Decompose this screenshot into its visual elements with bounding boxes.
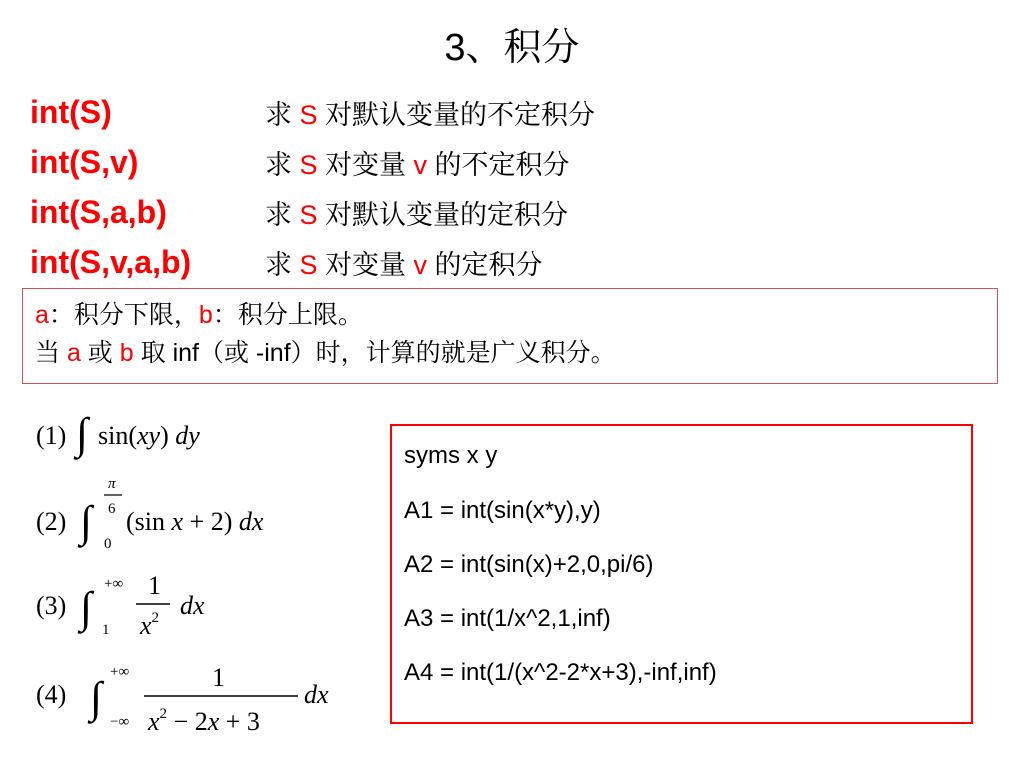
function-syntax: int(S,v,a,b) (30, 244, 192, 280)
desc-var: S (299, 200, 318, 230)
desc-text: 对变量 (317, 150, 414, 180)
integral-formulas (36, 400, 366, 750)
note-line (35, 334, 997, 372)
lower-limit: −∞ (110, 714, 130, 730)
lower-limit: 1 (102, 622, 110, 638)
desc-text: 求 (265, 100, 300, 130)
function-list (30, 87, 191, 287)
integral-example-1 (36, 409, 200, 460)
function-description (265, 190, 595, 240)
desc-var: S (299, 100, 318, 130)
note-var: a (66, 339, 81, 367)
example-label: (4) (36, 680, 67, 709)
example-label: (3) (36, 591, 67, 620)
note-text: ：积分上限。 (212, 301, 363, 329)
code-box (390, 424, 973, 724)
integral-sign: ∫ (90, 673, 103, 722)
note-var: a (35, 301, 49, 329)
integrand: sin(xy) dy (98, 421, 200, 450)
denominator: $x^2 - 2x + 3$ (148, 706, 260, 736)
numerator: 1 (148, 571, 161, 600)
integral-examples (36, 400, 366, 750)
note-text: 取 inf（或 -inf）时，计算的就是广义积分。 (133, 339, 616, 367)
integral-example-2 (36, 476, 264, 552)
example-label: (2) (36, 507, 67, 536)
denominator: $x^2$ (140, 610, 160, 640)
upper-limit: +∞ (104, 576, 124, 592)
differential: dx (304, 680, 329, 709)
note-line (35, 296, 997, 334)
upper-limit-denominator: 6 (108, 501, 116, 517)
slide-title: 3、积分 (444, 27, 580, 69)
desc-text: 的不定积分 (427, 150, 570, 180)
integral-example-3 (36, 571, 205, 640)
integral-sign: ∫ (80, 583, 93, 632)
desc-text: 的定积分 (427, 250, 543, 280)
integrand: (sin x + 2) dx (126, 507, 264, 536)
note-box (22, 288, 998, 384)
desc-text: 求 (265, 150, 300, 180)
desc-text: 求 (265, 200, 300, 230)
code-line: A3 = int(1/x^2,1,inf) (404, 605, 611, 632)
integral-sign: ∫ (76, 409, 89, 458)
function-description (265, 140, 595, 190)
code-line: A2 = int(sin(x)+2,0,pi/6) (404, 551, 654, 578)
integral-example-4 (36, 663, 329, 736)
note-var: b (198, 301, 213, 329)
desc-var: v (413, 250, 428, 280)
lower-limit: 0 (104, 536, 112, 552)
code-line: A1 = int(sin(x*y),y) (404, 497, 601, 524)
integral-sign: ∫ (80, 497, 93, 546)
desc-text: 对默认变量的定积分 (317, 200, 569, 230)
note-var: b (119, 339, 134, 367)
note-text: 当 (35, 339, 67, 367)
function-descriptions (265, 90, 595, 290)
numerator: 1 (212, 663, 225, 692)
code-line: A4 = int(1/(x^2-2*x+3),-inf,inf) (404, 659, 717, 686)
upper-limit-numerator: π (108, 476, 116, 492)
desc-var: S (299, 150, 318, 180)
function-syntax: int(S) (30, 94, 112, 130)
desc-text: 对默认变量的不定积分 (317, 100, 596, 130)
note-text: 或 (80, 339, 120, 367)
desc-text: 对变量 (317, 250, 414, 280)
note-text: ：积分下限， (48, 301, 199, 329)
desc-var: v (413, 150, 428, 180)
desc-var: S (299, 250, 318, 280)
function-syntax: int(S,v) (30, 144, 139, 180)
function-syntax: int(S,a,b) (30, 194, 167, 230)
example-label: (1) (36, 421, 67, 450)
code-line: syms x y (404, 442, 498, 469)
desc-text: 求 (265, 250, 300, 280)
differential: dx (180, 591, 205, 620)
function-description (265, 240, 595, 290)
upper-limit: +∞ (110, 664, 130, 680)
function-description (265, 90, 595, 140)
